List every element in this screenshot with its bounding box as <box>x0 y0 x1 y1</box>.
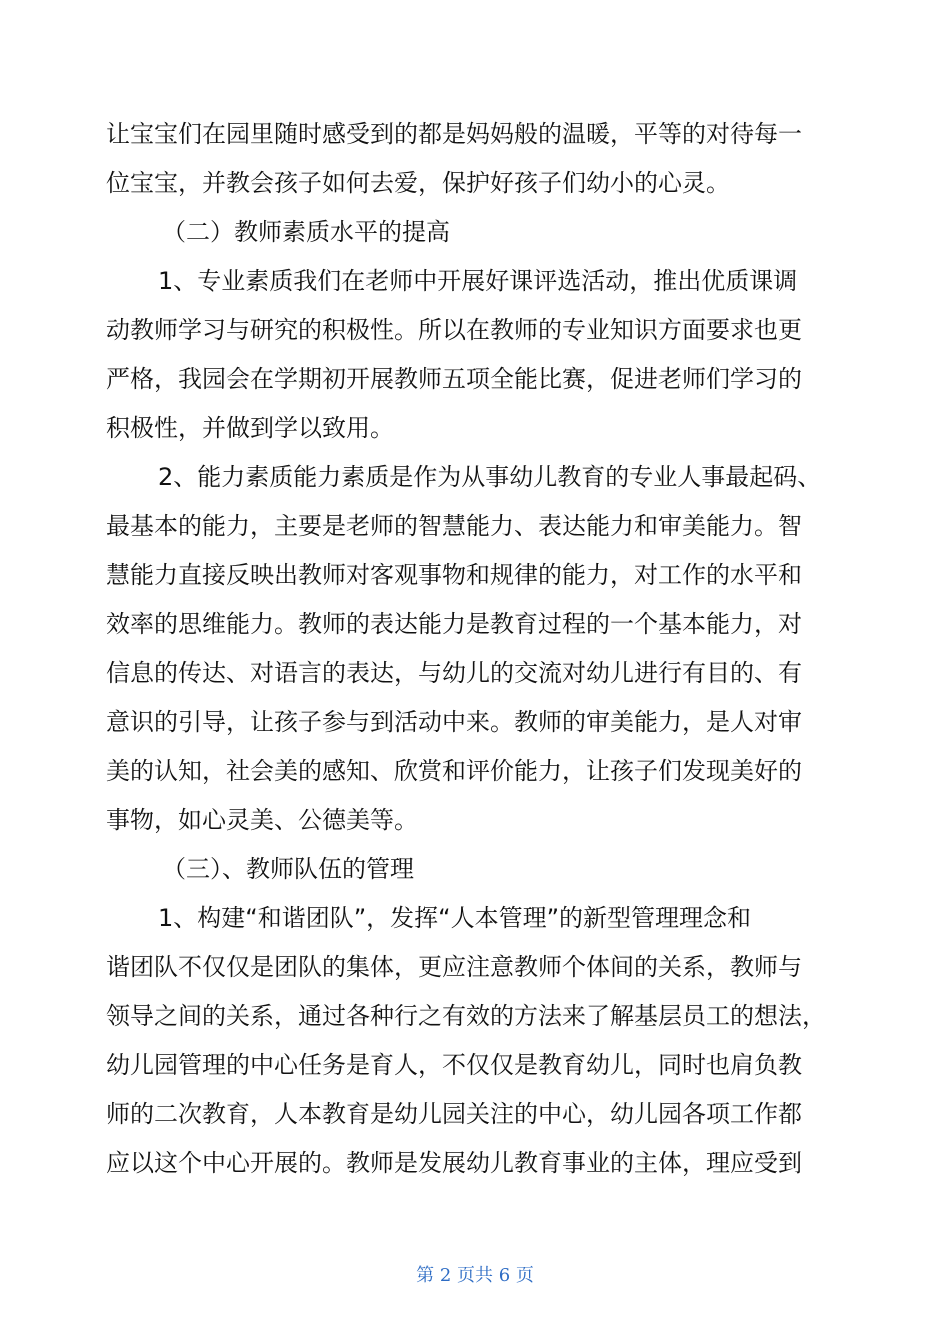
text-line: 最基本的能力，主要是老师的智慧能力、表达能力和审美能力。智 <box>106 512 802 540</box>
text-line: 2、能力素质能力素质是作为从事幼儿教育的专业人事最起码、 <box>158 463 822 491</box>
text-line: 位宝宝，并教会孩子如何去爱，保护好孩子们幼小的心灵。 <box>106 169 730 197</box>
text-line: 信息的传达、对语言的表达，与幼儿的交流对幼儿进行有目的、有 <box>106 659 802 687</box>
text-line: 美的认知，社会美的感知、欣赏和评价能力，让孩子们发现美好的 <box>106 757 802 785</box>
text-line: 动教师学习与研究的积极性。所以在教师的专业知识方面要求也更 <box>106 316 802 344</box>
text-line: 谐团队不仅仅是团队的集体，更应注意教师个体间的关系，教师与 <box>106 953 802 981</box>
text-line: 幼儿园管理的中心任务是育人，不仅仅是教育幼儿，同时也肩负教 <box>106 1051 802 1079</box>
text-line: 1、构建“和谐团队”，发挥“人本管理”的新型管理理念和 <box>158 904 752 932</box>
section-heading: （二）教师素质水平的提高 <box>162 218 450 246</box>
text-line: 意识的引导，让孩子参与到活动中来。教师的审美能力，是人对审 <box>106 708 802 736</box>
text-line: 效率的思维能力。教师的表达能力是教育过程的一个基本能力，对 <box>106 610 802 638</box>
section-heading: （三）、教师队伍的管理 <box>162 855 414 883</box>
text-line: 1、专业素质我们在老师中开展好课评选活动，推出优质课调 <box>158 267 798 295</box>
text-line: 应以这个中心开展的。教师是发展幼儿教育事业的主体，理应受到 <box>106 1149 802 1177</box>
text-line: 事物，如心灵美、公德美等。 <box>106 806 418 834</box>
text-line: 师的二次教育，人本教育是幼儿园关注的中心，幼儿园各项工作都 <box>106 1100 802 1128</box>
text-line: 领导之间的关系，通过各种行之有效的方法来了解基层员工的想法， <box>106 1002 826 1030</box>
text-line: 严格，我园会在学期初开展教师五项全能比赛，促进老师们学习的 <box>106 365 802 393</box>
text-line: 积极性，并做到学以致用。 <box>106 414 394 442</box>
text-line: 慧能力直接反映出教师对客观事物和规律的能力，对工作的水平和 <box>106 561 802 589</box>
text-line: 让宝宝们在园里随时感受到的都是妈妈般的温暖，平等的对待每一 <box>106 120 802 148</box>
page-number-footer: 第 2 页共 6 页 <box>416 1265 534 1286</box>
